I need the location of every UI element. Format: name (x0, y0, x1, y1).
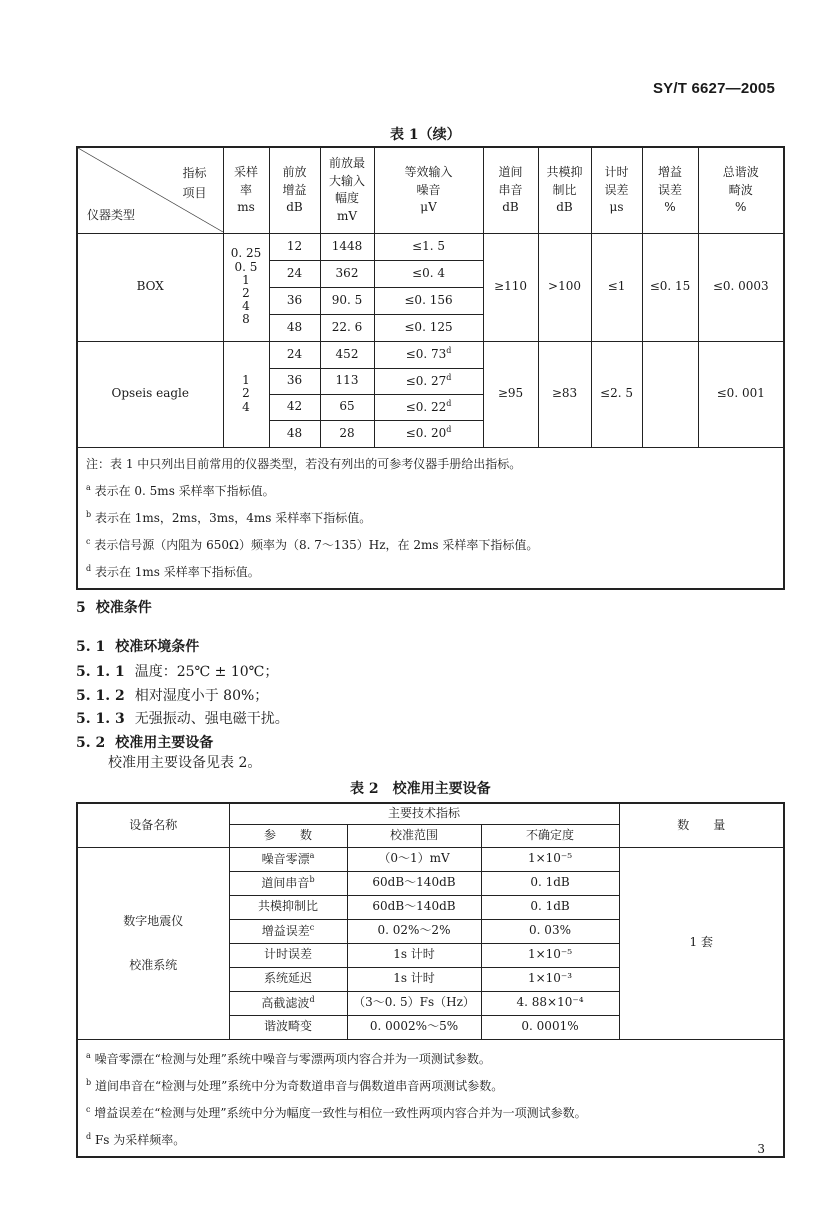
header-line: 道间 (498, 165, 523, 180)
diagonal-header-cell (78, 148, 223, 232)
calib-range: 0. 02%～2% (347, 919, 481, 943)
preamp-gain: 42 (269, 394, 320, 420)
header-line: 增益 (657, 165, 682, 180)
equiv-noise (374, 420, 483, 447)
calib-range: 1s 计时 (347, 943, 481, 967)
preamp-gain: 12 (269, 233, 320, 260)
spec-thd: ≤0. 0003 (698, 233, 784, 341)
header-param: 参 数 (229, 824, 347, 847)
max-input: 452 (320, 341, 374, 368)
section-number: 5. 1 (76, 639, 106, 655)
footnote-mark: b (309, 874, 315, 884)
equiv-noise (374, 314, 483, 341)
sample-rate: 1 (242, 272, 250, 287)
table1-header-cell (642, 147, 698, 233)
section-heading (76, 732, 213, 752)
instrument-name: BOX (77, 233, 223, 341)
equiv-noise (374, 287, 483, 314)
param-label: 增益误差 (261, 923, 310, 938)
section-title: 校准环境条件 (115, 639, 200, 655)
device-name-line: 校准系统 (129, 958, 178, 972)
header-line: dB (286, 199, 303, 214)
header-quantity: 数 量 (619, 803, 784, 847)
spec-crosstalk: ≥110 (483, 233, 538, 341)
section-heading (76, 685, 268, 705)
note-line (86, 557, 775, 584)
param-label: 高截滤波 (261, 995, 310, 1010)
uncertainty: 1×10⁻⁵ (481, 847, 619, 871)
note-line (86, 1098, 775, 1125)
sample-rate: 0. 5 (234, 259, 258, 274)
max-input: 65 (320, 394, 374, 420)
header-line: 率 (239, 182, 252, 197)
max-input: 22. 6 (320, 314, 374, 341)
table1-header-cell (698, 147, 784, 233)
preamp-gain: 48 (269, 420, 320, 447)
note-text: Fs 为采样频率。 (91, 1132, 186, 1147)
header-line: 误差 (604, 182, 629, 197)
param (229, 847, 347, 871)
table1-caption: 表 1（续） (390, 127, 461, 143)
note-mark: c (86, 536, 91, 546)
header-line: 总谐波 (722, 165, 759, 180)
param (229, 895, 347, 919)
sample-rates (223, 341, 269, 447)
header-line: dB (556, 199, 573, 214)
calib-range: 60dB～140dB (347, 871, 481, 895)
section-title: 无强振动、强电磁干扰。 (134, 711, 289, 727)
footnote-mark: a (309, 850, 315, 860)
spec-cmrr: ≥83 (538, 341, 591, 447)
noise-value: ≤0. 4 (412, 265, 445, 280)
uncertainty: 0. 0001% (481, 1015, 619, 1039)
uncertainty: 0. 03% (481, 919, 619, 943)
header-line: 共模抑 (546, 165, 583, 180)
equiv-noise (374, 394, 483, 420)
param (229, 1015, 347, 1039)
param-label: 谐波畸变 (263, 1019, 312, 1034)
header-range: 校准范围 (347, 824, 481, 847)
sample-rate: 4 (242, 399, 250, 414)
table2-caption: 表 2 校准用主要设备 (350, 781, 491, 797)
table1-header-cell (223, 147, 269, 233)
header-line: dB (502, 199, 519, 214)
section-number: 5. 1. 3 (76, 711, 125, 727)
table1-header-cell (483, 147, 538, 233)
equiv-noise (374, 341, 483, 368)
equiv-noise (374, 233, 483, 260)
header-line: 等效输入 (404, 165, 453, 180)
calib-range: 1s 计时 (347, 967, 481, 991)
note-mark: c (86, 1104, 91, 1114)
param (229, 943, 347, 967)
section-number: 5. 2 (76, 735, 106, 751)
device-name (77, 847, 229, 1039)
noise-value: ≤0. 27 (405, 373, 447, 388)
diag-item-label: 项目 (182, 186, 207, 201)
sample-rates (223, 233, 269, 341)
preamp-gain: 24 (269, 260, 320, 287)
section-heading (76, 636, 199, 656)
table1-header-cell (591, 147, 642, 233)
max-input: 28 (320, 420, 374, 447)
calib-range: （0～1）mV (347, 847, 481, 871)
header-line: % (735, 199, 747, 214)
note-text: 表示在 0. 5ms 采样率下指标值。 (90, 483, 275, 498)
noise-value: ≤0. 20 (405, 426, 447, 441)
noise-value: ≤1. 5 (412, 238, 445, 253)
spec-gainerr (642, 341, 698, 447)
noise-value: ≤0. 73 (405, 347, 447, 362)
header-line: 前放 (282, 165, 307, 180)
section-heading (76, 708, 289, 728)
sample-rate: 8 (242, 312, 250, 327)
note-mark: d (86, 563, 92, 573)
max-input: 362 (320, 260, 374, 287)
device-name-line: 数字地震仪 (123, 914, 184, 928)
max-input: 113 (320, 368, 374, 394)
param (229, 919, 347, 943)
header-line: 误差 (657, 182, 682, 197)
spec-timing: ≤2. 5 (591, 341, 642, 447)
sample-rate: 0. 25 (230, 246, 262, 261)
preamp-gain: 36 (269, 287, 320, 314)
page-number: 3 (757, 1142, 765, 1156)
note-line (86, 1125, 775, 1152)
note-line (86, 530, 775, 557)
table2-notes (77, 1039, 784, 1157)
note-mark: a (86, 482, 91, 492)
standard-number: SY/T 6627—2005 (652, 80, 775, 97)
header-line: μV (420, 199, 437, 214)
param-label: 系统延迟 (263, 971, 312, 986)
sample-rate: 4 (242, 299, 250, 314)
header-line: 制比 (552, 182, 577, 197)
uncertainty: 0. 1dB (481, 895, 619, 919)
diag-instrument-label: 仪器类型 (87, 208, 136, 223)
note-line (86, 1044, 775, 1071)
param-label: 噪音零漂 (261, 851, 310, 866)
note-mark: b (86, 509, 92, 519)
note-mark: b (86, 1077, 92, 1087)
header-line: 幅度 (334, 191, 359, 206)
footnote-mark: d (446, 346, 452, 356)
note-line (86, 476, 775, 503)
note-text: 表示在 1ms，2ms，3ms，4ms 采样率下指标值。 (91, 510, 372, 525)
header-line: ms (237, 199, 255, 214)
preamp-gain: 24 (269, 341, 320, 368)
section-number: 5. 1. 1 (76, 664, 125, 680)
note-text: 表示信号源（内阻为 650Ω）频率为（8. 7～135）Hz，在 2ms 采样率下指标值。 (90, 537, 539, 552)
footnote-mark: d (446, 425, 452, 435)
section-title: 校准条件 (95, 600, 152, 616)
footnote-mark: c (309, 922, 315, 932)
header-line: μs (609, 199, 624, 214)
table1-header-cell (320, 147, 374, 233)
param (229, 871, 347, 895)
note-mark: a (86, 1050, 91, 1060)
footnote-mark: d (446, 372, 452, 382)
section-title: 相对湿度小于 80%； (134, 688, 269, 704)
note-line (86, 503, 775, 530)
note-line (86, 452, 775, 476)
noise-value: ≤0. 125 (404, 319, 453, 334)
table1 (76, 146, 785, 590)
param (229, 991, 347, 1015)
param-label: 共模抑制比 (257, 899, 318, 914)
header-line: 畸波 (728, 182, 753, 197)
uncertainty: 1×10⁻⁵ (481, 943, 619, 967)
uncertainty: 4. 88×10⁻⁴ (481, 991, 619, 1015)
calib-range: 60dB～140dB (347, 895, 481, 919)
spec-gainerr: ≤0. 15 (642, 233, 698, 341)
section-number: 5 (76, 600, 86, 616)
sample-rate: 2 (242, 286, 250, 300)
noise-value: ≤0. 22 (405, 399, 447, 414)
header-line: 采样 (233, 165, 258, 180)
header-main-specs: 主要技术指标 (229, 803, 619, 824)
header-line: mV (336, 208, 358, 223)
table1-header-cell (374, 147, 483, 233)
note-text: 表示在 1ms 采样率下指标值。 (91, 564, 260, 579)
param (229, 967, 347, 991)
max-input: 90. 5 (320, 287, 374, 314)
note-mark: d (86, 1131, 92, 1141)
preamp-gain: 36 (269, 368, 320, 394)
uncertainty: 0. 1dB (481, 871, 619, 895)
equiv-noise (374, 368, 483, 394)
diag-indicator-label: 指标 (182, 166, 207, 181)
table1-header-cell (538, 147, 591, 233)
footnote-mark: d (309, 994, 315, 1004)
quantity: 1 套 (619, 847, 784, 1039)
param-label: 计时误差 (263, 947, 312, 962)
header-line: 前放最 (328, 156, 365, 171)
header-uncertainty: 不确定度 (481, 824, 619, 847)
section-heading (76, 661, 278, 681)
noise-value: ≤0. 156 (404, 292, 453, 307)
spec-cmrr: >100 (538, 233, 591, 341)
header-line: 计时 (604, 165, 629, 180)
table1-header-cell (269, 147, 320, 233)
header-line: 噪音 (416, 182, 441, 197)
spec-timing: ≤1 (591, 233, 642, 341)
header-line: 串音 (498, 182, 523, 197)
spec-thd: ≤0. 001 (698, 341, 784, 447)
calib-range: 0. 0002%～5% (347, 1015, 481, 1039)
note-text: 注：表 1 中只列出目前常用的仪器类型，若没有列出的可参考仪器手册给出指标。 (86, 456, 522, 471)
footnote-mark: d (446, 398, 452, 408)
note-line (86, 1071, 775, 1098)
spec-crosstalk: ≥95 (483, 341, 538, 447)
equiv-noise (374, 260, 483, 287)
section-heading (76, 597, 152, 617)
table-row (77, 847, 784, 871)
header-line: % (664, 199, 676, 214)
table1-notes (77, 447, 784, 589)
header-line: 增益 (282, 182, 307, 197)
param-label: 道间串音 (261, 875, 310, 890)
table2 (76, 802, 785, 1158)
calib-range: （3～0. 5）Fs（Hz） (347, 991, 481, 1015)
section-title: 温度：25℃ ± 10℃； (134, 664, 279, 680)
sample-rate: 1 (242, 373, 250, 388)
header-line: 大输入 (328, 173, 365, 188)
section-title: 校准用主要设备 (115, 735, 214, 751)
note-text: 增益误差在“检测与处理”系统中分为幅度一致性与相位一致性两项内容合并为一项测试参数。 (90, 1105, 587, 1120)
note-text: 噪音零漂在“检测与处理”系统中噪音与零漂两项内容合并为一项测试参数。 (90, 1051, 491, 1066)
preamp-gain: 48 (269, 314, 320, 341)
max-input: 1448 (320, 233, 374, 260)
header-device-name: 设备名称 (77, 803, 229, 847)
section-number: 5. 1. 2 (76, 688, 125, 704)
paragraph: 校准用主要设备见表 2。 (108, 755, 262, 771)
uncertainty: 1×10⁻³ (481, 967, 619, 991)
instrument-name: Opseis eagle (77, 341, 223, 447)
sample-rate: 2 (242, 386, 250, 401)
note-text: 道间串音在“检测与处理”系统中分为奇数道串音与偶数道串音两项测试参数。 (91, 1078, 504, 1093)
